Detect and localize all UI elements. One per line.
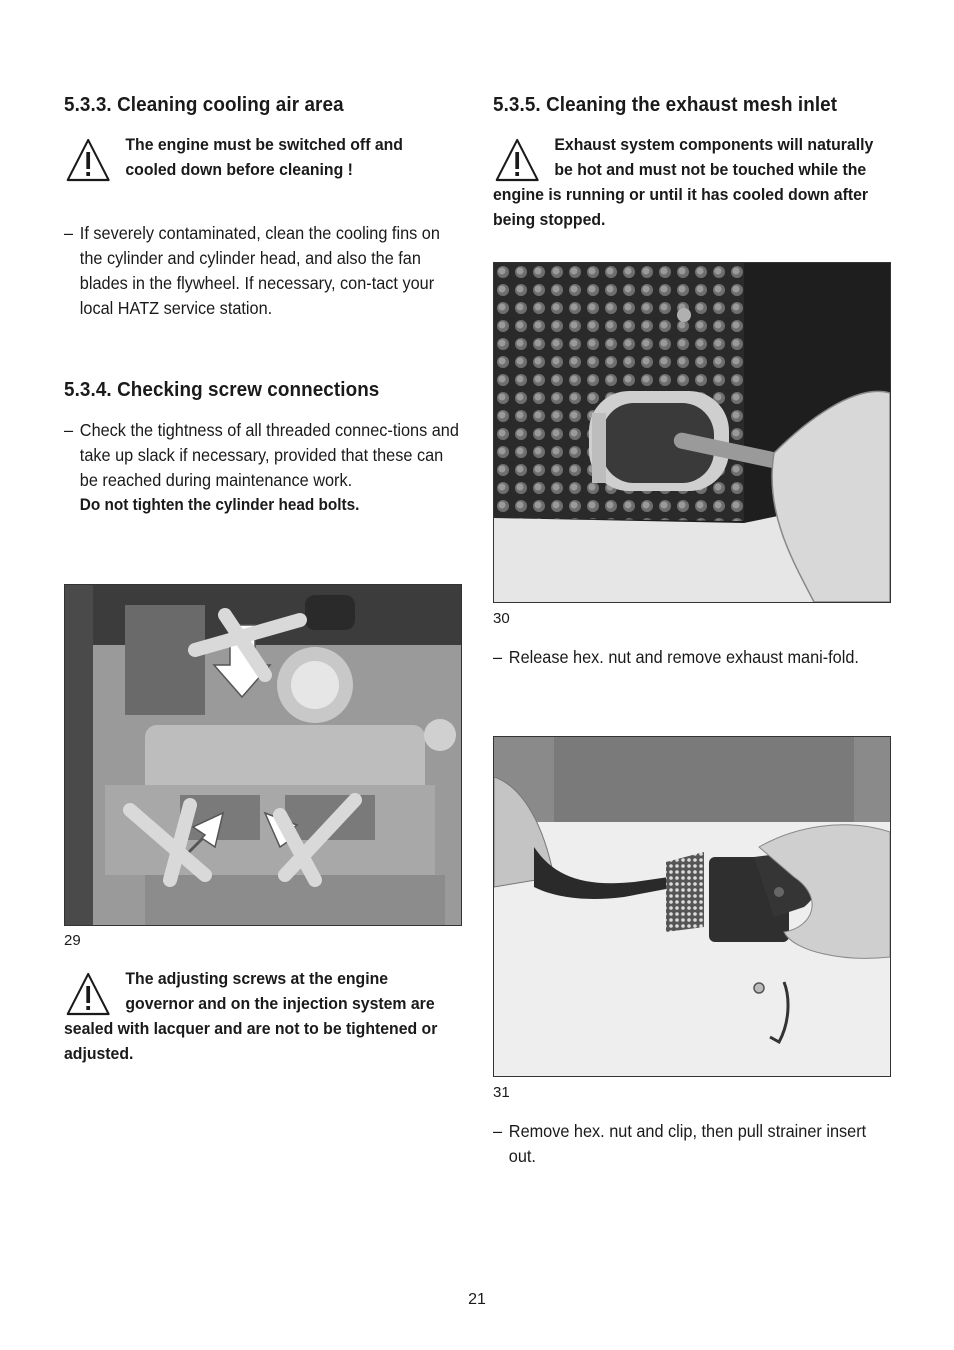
cylinder-head-note: Do not tighten the cylinder head bolts. [79, 496, 360, 514]
cooling-list-text: If severely contaminated, clean the cooling fins on the cylinder and cylinder head, and also the fan blades in the flywheel. If necessary, con-tact your local HATZ service station. [79, 223, 440, 318]
section-5-3-4-title: 5.3.4. Checking screw connections [64, 378, 380, 401]
page-number: 21 [468, 1291, 486, 1308]
fig30-list-item: – Release hex. nut and remove exhaust mani-fold. [493, 645, 888, 670]
adjusting-screws-warning-text: The adjusting screws at the engine governor and on the injection system are sealed with lacquer and are not to be tightened or adjusted. [64, 969, 438, 1063]
warning-triangle-icon [495, 138, 540, 182]
figure-30-number: 30 [493, 610, 510, 627]
fig31-list-text: Remove hex. nut and clip, then pull strainer insert out. [508, 1121, 867, 1166]
section-5-3-5-title: 5.3.5. Cleaning the exhaust mesh inlet [493, 93, 838, 116]
figure-29-photo [64, 584, 462, 926]
cooling-warning-text: The engine must be switched off and cooled down before cleaning ! [125, 135, 403, 179]
cooling-warning [64, 132, 455, 182]
warning-triangle-icon [66, 138, 111, 182]
warning-triangle-icon [66, 972, 111, 1016]
cooling-list-item: – If severely contaminated, clean the cooling fins on the cylinder and cylinder head, and also the fan blades in the flywheel. If necessary, con-tact your local HATZ service station. [64, 221, 459, 321]
screw-list-text: Check the tightness of all threaded connec-tions and take up slack if necessary, provided that these can be reached during maintenance work. [79, 420, 459, 490]
fig30-list-text: Release hex. nut and remove exhaust mani-fold. [508, 647, 859, 667]
screw-list-item: – Check the tightness of all threaded connec-tions and take up slack if necessary, provided that these can be reached during maintenance work. Do not tighten the cylinder head bolts. [64, 418, 459, 518]
figure-30-photo [493, 262, 891, 603]
exhaust-warning [493, 132, 884, 232]
exhaust-warning-text: Exhaust system components will naturally be hot and must not be touched while the engine is running or until it has cooled down after being stopped. [493, 135, 874, 229]
fig31-list-item: – Remove hex. nut and clip, then pull strainer insert out. [493, 1119, 888, 1169]
figure-29-number: 29 [64, 932, 81, 949]
figure-31-number: 31 [493, 1084, 510, 1101]
figure-31-photo [493, 736, 891, 1077]
section-5-3-3-title: 5.3.3. Cleaning cooling air area [64, 93, 344, 116]
adjusting-screws-warning [64, 966, 455, 1066]
